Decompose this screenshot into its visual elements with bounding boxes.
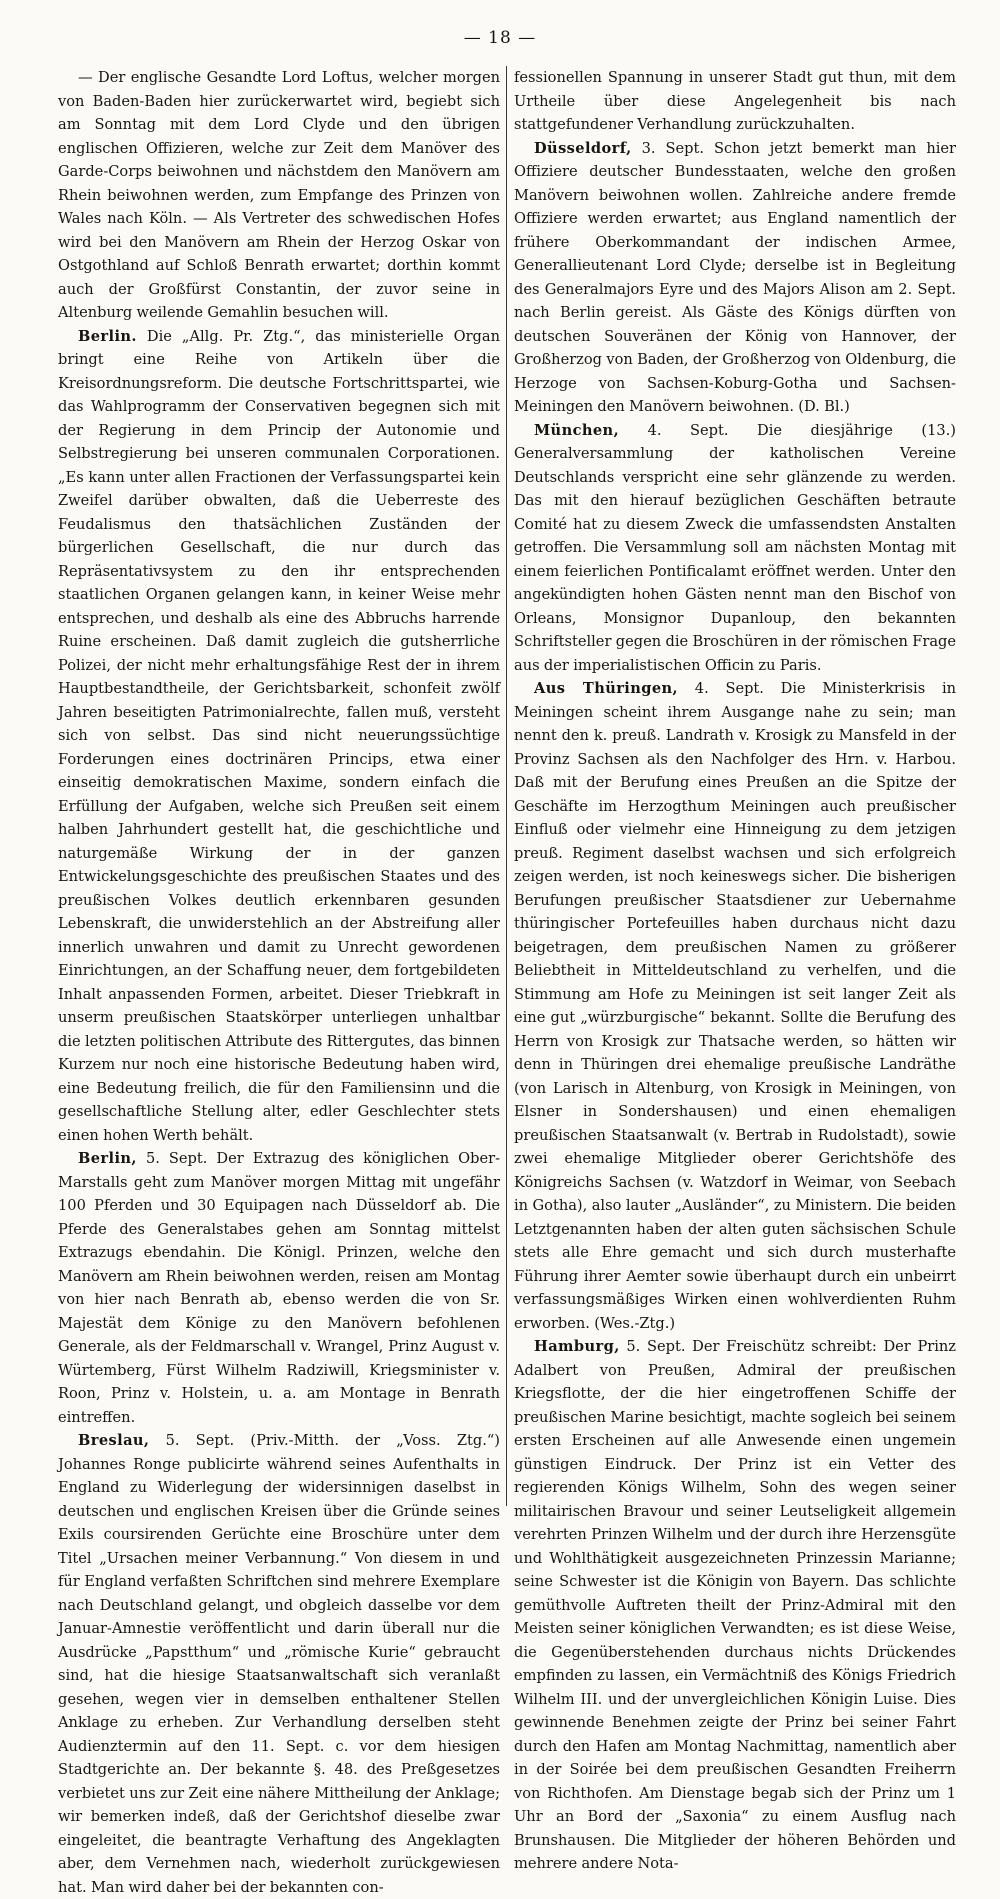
page-number: — 18 — bbox=[463, 28, 537, 48]
article-paragraph bbox=[514, 419, 956, 678]
article-text: — Der englische Gesandte Lord Loftus, welcher morgen von Baden-Baden hier zurückerwartet wird, begiebt sich am Sonntag mit dem Lord Clyde und den übrigen englischen Offizieren, welche zur Zeit dem Manöver des Garde-Corps beiwohnen und nächstdem den Manövern am Rhein beiwohnen werden, zum Empfange des Prinzen von Wales nach Köln. — Als Vertreter des schwedischen Hofes wird bei den Manövern am Rhein der Herzog Oskar von Ostgothland auf Schloß Benrath erwartet; dorthin kommt auch der Großfürst Constantin, der zuvor seine in Altenburg weilende Gemahlin besuchen will. bbox=[58, 69, 500, 321]
article-text: 5. Sept. Der Extrazug des königlichen Ober-Marstalls geht zum Manöver morgen Mittag mit ungefähr 100 Pferden und 30 Equipagen nach Düsseldorf ab. Die Pferde des Generalstabes gehen am Sonntag mittelst Extrazugs ebendahin. Die Königl. Prinzen, welche den Manövern am Rhein beiwohnen werden, reisen am Montag von hier nach Benrath ab, ebenso werden die von Sr. Majestät dem Könige zu den Manövern befohlenen Generale, als der Feldmarschall v. Wrangel, Prinz August v. Würtemberg, Fürst Wilhelm Radziwill, Kriegsminister v. Roon, Prinz v. Holstein, u. a. am Montage in Benrath eintreffen. bbox=[58, 1150, 501, 1426]
article-dateline: Aus Thüringen, bbox=[534, 680, 679, 697]
article-dateline: Berlin, bbox=[78, 1150, 137, 1167]
article-paragraph bbox=[514, 1335, 956, 1876]
column-divider bbox=[506, 66, 507, 1506]
article-paragraph bbox=[58, 1429, 500, 1899]
article-text: 5. Sept. (Priv.-Mitth. der „Voss. Ztg.“) Johannes Ronge publicirte während seines Aufenthalts in England zu Widerlegung der widersinnigen daselbst in deutschen und englischen Kreisen über die Gründe seines Exils coursirenden Gerüchte eine Broschüre unter dem Titel „Ursachen meiner Verbannung.“ Von diesem in und für England verfaßten Schriftchen sind mehrere Exemplare nach Deutschland gelangt, und obgleich dasselbe vor dem Januar-Amnestie veröffentlicht und darin überall nur die Ausdrücke „Papstthum“ und „römische Kurie“ gebraucht sind, hat die hiesige Staatsanwaltschaft sich veranlaßt gesehen, wegen vier in demselben enthaltener Stellen Anklage zu erheben. Zur Verhandlung derselben steht Audienztermin auf den 11. Sept. c. vor dem hiesigen Stadtgerichte an. Der bekannte §. 48. des Preßgesetzes verbietet uns zur Zeit eine nähere Mittheilung der Anklage; wir bemerken indeß, daß der Gerichtshof dieselbe zwar eingeleitet, die beantragte Verhaftung des Angeklagten aber, dem Vernehmen nach, wiederholt zurückgewiesen hat. Man wird daher bei der bekannten con- bbox=[58, 1432, 500, 1896]
article-paragraph bbox=[58, 66, 500, 325]
article-paragraph bbox=[58, 325, 500, 1148]
article-paragraph bbox=[58, 1147, 500, 1429]
article-text: 4. Sept. Die diesjährige (13.) Generalversammlung der katholischen Vereine Deutschlands verspricht eine sehr glänzende zu werden. Das mit den hierauf bezüglichen Geschäften betraute Comité hat zu diesem Zweck die umfassendsten Anstalten getroffen. Die Versammlung soll am nächsten Montag mit einem feierlichen Pontificalamt eröffnet werden. Unter den angekündigten hohen Gästen nennt man den Bischof von Orleans, Monsignor Dupanloup, den bekannten Schriftsteller gegen die Broschüren in der römischen Frage aus der imperialistischen Officin zu Paris. bbox=[514, 421, 956, 674]
article-paragraph bbox=[514, 66, 956, 137]
article-dateline: Düsseldorf, bbox=[534, 139, 632, 157]
article-text: 5. Sept. Der Freischütz schreibt: Der Prinz Adalbert von Preußen, Admiral der preußischen Kriegsflotte, der die hier eingetroffenen Schiffe der preußischen Marine besichtigt, machte sogleich bei seinem ersten Erscheinen auf alle Anwesende einen ungemein günstigen Eindruck. Der Prinz ist ein Vetter des regierenden Königs Wilhelm, Sohn des wegen seiner militairischen Bravour und seiner Leutseligkeit allgemein verehrten Prinzen Wilhelm und der durch ihre Herzensgüte und Wohlthätigkeit ausgezeichneten Prinzessin Marianne; seine Schwester ist die Königin von Bayern. Das schlichte gemüthvolle Auftreten theilt der Prinz-Admiral mit den Meisten seiner königlichen Verwandten; es ist diese Weise, die Gegenüberstehenden durchaus nichts Drückendes empfinden zu lassen, ein Vermächtniß des Königs Friedrich Wilhelm III. und der unvergleichlichen Königin Luise. Dies gewinnende Benehmen zeigte der Prinz bei seiner Fahrt durch den Hafen am Montag Nachmittag, namentlich aber in der Soirée bei dem preußischen Gesandten Freiherrn von Richthofen. Am Dienstage begab sich der Prinz um 1 Uhr an Bord der „Saxonia“ zu einem Ausflug nach Brunshausen. Die Mitglieder der höheren Behörden und mehrere andere Nota- bbox=[514, 1338, 956, 1872]
article-text: fessionellen Spannung in unserer Stadt gut thun, mit dem Urtheile über diese Angelegenheit bis nach stattgefundener Verhandlung zurückzuhalten. bbox=[514, 69, 956, 133]
article-paragraph bbox=[514, 137, 956, 419]
left-column bbox=[58, 66, 501, 1896]
article-dateline: Breslau, bbox=[78, 1432, 150, 1449]
article-dateline: München, bbox=[534, 421, 620, 439]
right-column bbox=[514, 66, 957, 1872]
article-text: 3. Sept. Schon jetzt bemerkt man hier Offiziere deutscher Bundesstaaten, welche den großen Manövern beiwohnen wollen. Zahlreiche andere fremde Offiziere werden erwartet; aus England namentlich der frühere Oberkommandant der indischen Armee, Generallieutenant Lord Clyde; derselbe ist in Begleitung des Generalmajors Eyre und des Majors Alison am 2. Sept. nach Berlin gereist. Als Gäste des Königs dürften von deutschen Souveränen der König von Hannover, der Großherzog von Baden, der Großherzog von Oldenburg, die Herzoge von Sachsen-Koburg-Gotha und Sachsen-Meiningen den Manövern beiwohnen. (D. Bl.) bbox=[514, 139, 957, 415]
article-dateline: Berlin. bbox=[78, 327, 137, 345]
article-text: 4. Sept. Die Ministerkrisis in Meiningen scheint ihrem Ausgange nahe zu sein; man nennt den k. preuß. Landrath v. Krosigk zu Mansfeld in der Provinz Sachsen als den Nachfolger des Hrn. v. Harbou. Daß mit der Berufung eines Preußen an die Spitze der Geschäfte im Herzogthum Meiningen auch preußischer Einfluß oder vielmehr eine Hinneigung zu dem jetzigen preuß. Regiment daselbst wachsen und sich erfolgreich zeigen werden, ist noch keineswegs sicher. Die bisherigen Berufungen preußischer Staatsdiener zur Uebernahme thüringischer Portefeuilles haben durchaus nicht dazu beigetragen, dem preußischen Namen zu größerer Beliebtheit in Mitteldeutschland zu verhelfen, und die Stimmung am Hofe zu Meiningen ist seit langer Zeit als eine gut „würzburgische“ bekannt. Sollte die Berufung des Herrn von Krosigk zur Thatsache werden, so hätten wir denn in Thüringen drei ehemalige preußische Landräthe (von Larisch in Altenburg, von Krosigk in Meiningen, von Elsner in Sondershausen) und einen ehemaligen preußischen Staatsanwalt (v. Bertrab in Rudolstadt), sowie zwei ehemalige Mitglieder oberer Gerichtshöfe des Königreichs Sachsen (v. Watzdorf in Weimar, von Seebach in Gotha), also lauter „Ausländer“, zu Ministern. Die beiden Letztgenannten haben der alten guten sächsischen Schule stets alle Ehre gemacht und sich durch musterhafte Führung ihrer Aemter sowie überhaupt durch ein unbeirrt verfassungsmäßiges Wirken einen wohlverdienten Ruhm erworben. (Wes.-Ztg.) bbox=[514, 680, 957, 1332]
article-paragraph bbox=[514, 677, 956, 1335]
article-dateline: Hamburg, bbox=[534, 1338, 620, 1355]
article-text: Die „Allg. Pr. Ztg.“, das ministerielle Organ bringt eine Reihe von Artikeln über die Kreisordnungsreform. Die deutsche Fortschrittspartei, wie das Wahlprogramm der Conservativen begegnen sich mit der Regierung in dem Princip der Autonomie und Selbstregierung bei unseren communalen Corporationen. „Es kann unter allen Fractionen der Verfassungspartei kein Zweifel darüber obwalten, daß die Ueberreste des Feudalismus den thatsächlichen Zuständen der bürgerlichen Gesellschaft, die nur durch das Repräsentativsystem zu den ihr entsprechenden staatlichen Organen gelangen kann, in keiner Weise mehr entsprechen, und deshalb als eine des Abbruchs harrende Ruine erscheinen. Daß damit zugleich die gutsherrliche Polizei, der nicht mehr erhaltungsfähige Rest der in ihrem Hauptbestandtheile, der Gerichtsbarkeit, schonfeit zwölf Jahren beseitigten Patrimonialrechte, fallen muß, versteht sich von selbst. Das sind nicht neuerungssüchtige Forderungen eines doctrinären Princips, etwa einer einseitig demokratischen Maxime, sondern einfach die Erfüllung der Aufgaben, welche sich Preußen seit einem halben Jahrhundert gestellt hat, die geschichtliche und naturgemäße Wirkung der in der ganzen Entwickelungsgeschichte des preußischen Staates und des preußischen Volkes deutlich erkennbaren gesunden Lebenskraft, die unwiderstehlich an der Abstreifung aller innerlich unwahren und damit zu Unrecht gewordenen Einrichtungen, an der Schaffung neuer, dem fortgebildeten Inhalt anpassenden Formen, arbeitet. Dieser Triebkraft in unserm preußischen Staatskörper unterliegen unhaltbar die letzten politischen Attribute des Rittergutes, das binnen Kurzem nur noch eine historische Bedeutung haben wird, eine Bedeutung freilich, die für den Familiensinn und die gesellschaftliche Stellung alter, edler Geschlechter stets einen hohen Werth behält. bbox=[58, 327, 500, 1144]
